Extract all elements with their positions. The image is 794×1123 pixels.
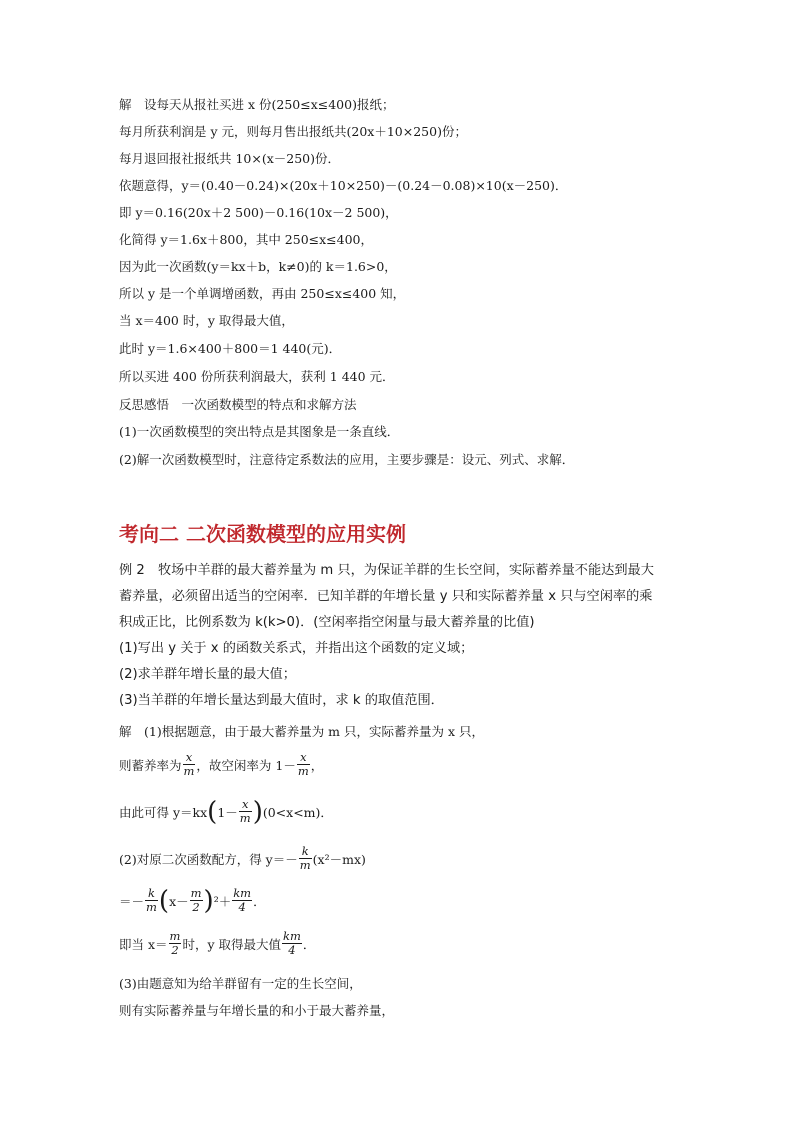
- solution-line: [119, 798, 333, 825]
- fraction-k-over-m: [145, 887, 158, 914]
- example-line: (2)求羊群年增长量的最大值；: [119, 667, 296, 682]
- denominator: m: [146, 900, 157, 914]
- text-line: 当 x＝400 时，y 取得最大值，: [119, 313, 294, 328]
- fraction-x-over-m: [183, 751, 196, 778]
- numerator: km: [282, 929, 301, 943]
- example-line: 蓄养量，必须留出适当的空闲率．已知羊群的年增长量 y 只和实际蓄养量 x 只与空闲率的乘: [119, 589, 653, 604]
- text-run: 由此可得 y＝kx: [119, 804, 208, 820]
- text-run: 即当 x＝: [119, 936, 168, 952]
- reflection-title: 反思感悟 一次函数模型的特点和求解方法: [119, 397, 357, 412]
- left-paren: (: [207, 796, 218, 827]
- denominator: m: [239, 811, 251, 825]
- denominator: 4: [288, 943, 296, 957]
- fraction-x-over-m: [297, 751, 310, 778]
- text-line: 依题意得，y＝(0.40－0.24)×(20x＋10×250)－(0.24－0.08)×10(x－250)．: [119, 178, 568, 193]
- text-run: ＝－: [119, 893, 145, 909]
- text-run: x－: [169, 893, 189, 909]
- text-run: ²＋: [213, 893, 232, 909]
- example-line: 例 2 牧场中羊群的最大蓄养量为 m 只，为保证羊群的生长空间，实际蓄养量不能达到最大: [119, 563, 654, 578]
- right-paren: ): [203, 885, 214, 916]
- numerator: km: [233, 886, 252, 900]
- text-line: 此时 y＝1.6×400＋800＝1 440(元)．: [119, 341, 342, 356]
- denominator: 4: [238, 900, 246, 914]
- section-heading: 考向二 二次函数模型的应用实例: [119, 522, 406, 546]
- denominator: 2: [171, 943, 179, 957]
- text-run: (2)对原二次函数配方，得 y＝－: [119, 851, 298, 867]
- example-line: (1)写出 y 关于 x 的函数关系式，并指出这个函数的定义域；: [119, 641, 474, 656]
- text-line: (2)解一次函数模型时，注意待定系数法的应用，主要步骤是：设元、列式、求解．: [119, 452, 575, 467]
- left-paren: (: [158, 885, 170, 916]
- numerator: x: [239, 798, 252, 812]
- text-line: 化简得 y＝1.6x＋800，其中 250≤x≤400，: [119, 232, 374, 247]
- text-run: ，: [310, 757, 324, 773]
- text-run: (0<x<m)．: [262, 804, 333, 820]
- solution-line: 解 (1)根据题意，由于最大蓄养量为 m 只，实际蓄养量为 x 只，: [119, 724, 485, 739]
- numerator: x: [183, 751, 196, 765]
- fraction-km-over-4: [232, 887, 252, 914]
- text-run: 时，y 取得最大值: [182, 936, 281, 952]
- fraction-m-over-2: [169, 930, 182, 957]
- fraction-km-over-4: [282, 930, 302, 957]
- numerator: k: [145, 887, 158, 901]
- right-paren: ): [252, 796, 263, 827]
- denominator: m: [183, 764, 195, 778]
- numerator: m: [190, 886, 202, 900]
- text-line: (1)一次函数模型的突出特点是其图象是一条直线．: [119, 424, 400, 439]
- solution-line: [119, 751, 323, 778]
- solution-line: (3)由题意知为给羊群留有一定的生长空间，: [119, 976, 362, 991]
- numerator: k: [299, 845, 312, 859]
- solution-line: [119, 845, 366, 872]
- text-run: 1－: [217, 804, 238, 820]
- text-line: 解 设每天从报社买进 x 份(250≤x≤400)报纸；: [119, 97, 395, 112]
- numerator: x: [297, 751, 310, 765]
- fraction-k-over-m: [299, 845, 312, 872]
- numerator: m: [169, 929, 181, 943]
- example-line: 积成正比，比例系数为 k(k>0)．(空闲率指空闲量与最大蓄养量的比值): [119, 615, 535, 630]
- text-run: (x²－mx): [312, 851, 366, 867]
- solution-line: [119, 887, 266, 914]
- text-run: ．: [253, 893, 266, 909]
- text-run: ，故空闲率为 1－: [196, 757, 296, 773]
- fraction-m-over-2: [190, 887, 203, 914]
- fraction-x-over-m: [239, 798, 252, 825]
- denominator: m: [297, 764, 309, 778]
- text-run: ．: [302, 936, 316, 952]
- text-line: 每月退回报社报纸共 10×(x－250)份．: [119, 151, 341, 166]
- text-line: 所以买进 400 份所获利润最大，获利 1 440 元．: [119, 369, 395, 384]
- solution-line: 则有实际蓄养量与年增长量的和小于最大蓄养量，: [119, 1003, 395, 1018]
- text-line: 所以 y 是一个单调增函数，再由 250≤x≤400 知，: [119, 286, 406, 301]
- denominator: m: [299, 858, 311, 872]
- text-line: 即 y＝0.16(20x＋2 500)－0.16(10x－2 500)，: [119, 205, 398, 220]
- text-line: 因为此一次函数(y＝kx＋b，k≠0)的 k＝1.6>0，: [119, 259, 397, 274]
- denominator: 2: [192, 900, 200, 914]
- solution-line: [119, 930, 315, 957]
- example-line: (3)当羊群的年增长量达到最大值时，求 k 的取值范围．: [119, 693, 444, 708]
- text-run: 则蓄养率为: [119, 757, 182, 773]
- text-line: 每月所获利润是 y 元，则每月售出报纸共(20x＋10×250)份；: [119, 124, 467, 139]
